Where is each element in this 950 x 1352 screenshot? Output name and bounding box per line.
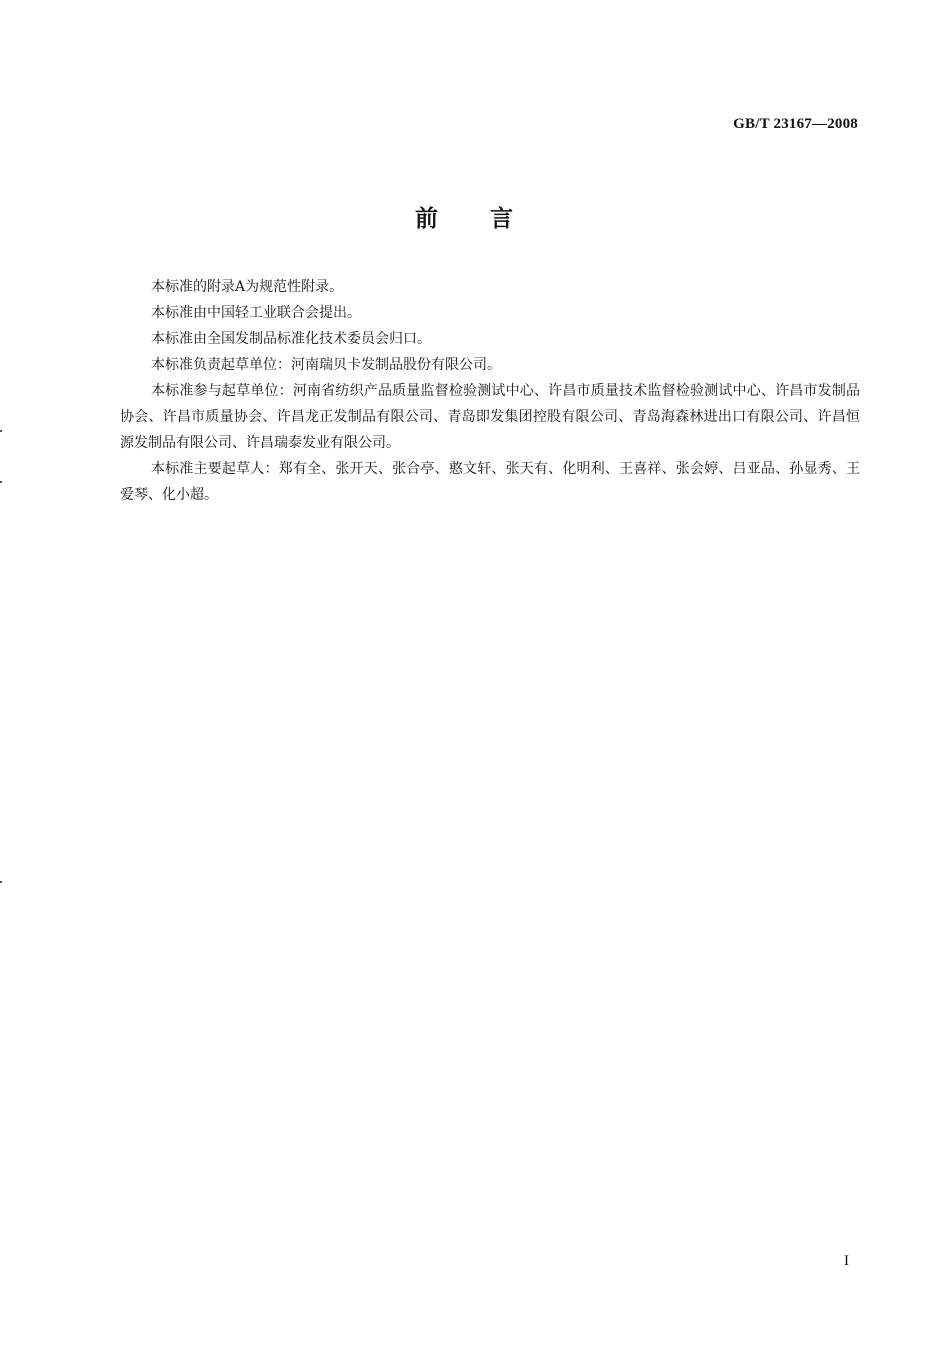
paragraph-annex: 本标准的附录A为规范性附录。	[151, 279, 344, 295]
scan-speck	[0, 881, 2, 883]
paragraph-lead-drafter: 本标准负责起草单位：河南瑞贝卡发制品股份有限公司。	[151, 357, 501, 373]
preface-body	[120, 274, 860, 508]
page-number: I	[844, 1253, 849, 1269]
paragraph-committee: 本标准由全国发制品标准化技术委员会归口。	[151, 331, 431, 347]
standard-number: GB/T 23167—2008	[733, 116, 858, 132]
page-title: 前言	[415, 206, 565, 232]
paragraph-proposer: 本标准由中国轻工业联合会提出。	[151, 305, 361, 321]
scan-speck	[0, 481, 2, 483]
scan-speck	[0, 430, 2, 432]
paragraph-participating-drafters: 本标准参与起草单位：河南省纺织产品质量监督检验测试中心、许昌市质量技术监督检验测试中心、许昌市发制品协会、许昌市质量协会、许昌龙正发制品有限公司、青岛即发集团控股有限公司、青岛海森林进出口有限公司、许昌恒源发制品有限公司、许昌瑞泰发业有限公司。	[120, 383, 860, 451]
paragraph-main-drafters: 本标准主要起草人：郑有全、张开天、张合亭、憨文轩、张天有、化明利、王喜祥、张会婷、吕亚品、孙显秀、王爱琴、化小超。	[120, 461, 860, 503]
